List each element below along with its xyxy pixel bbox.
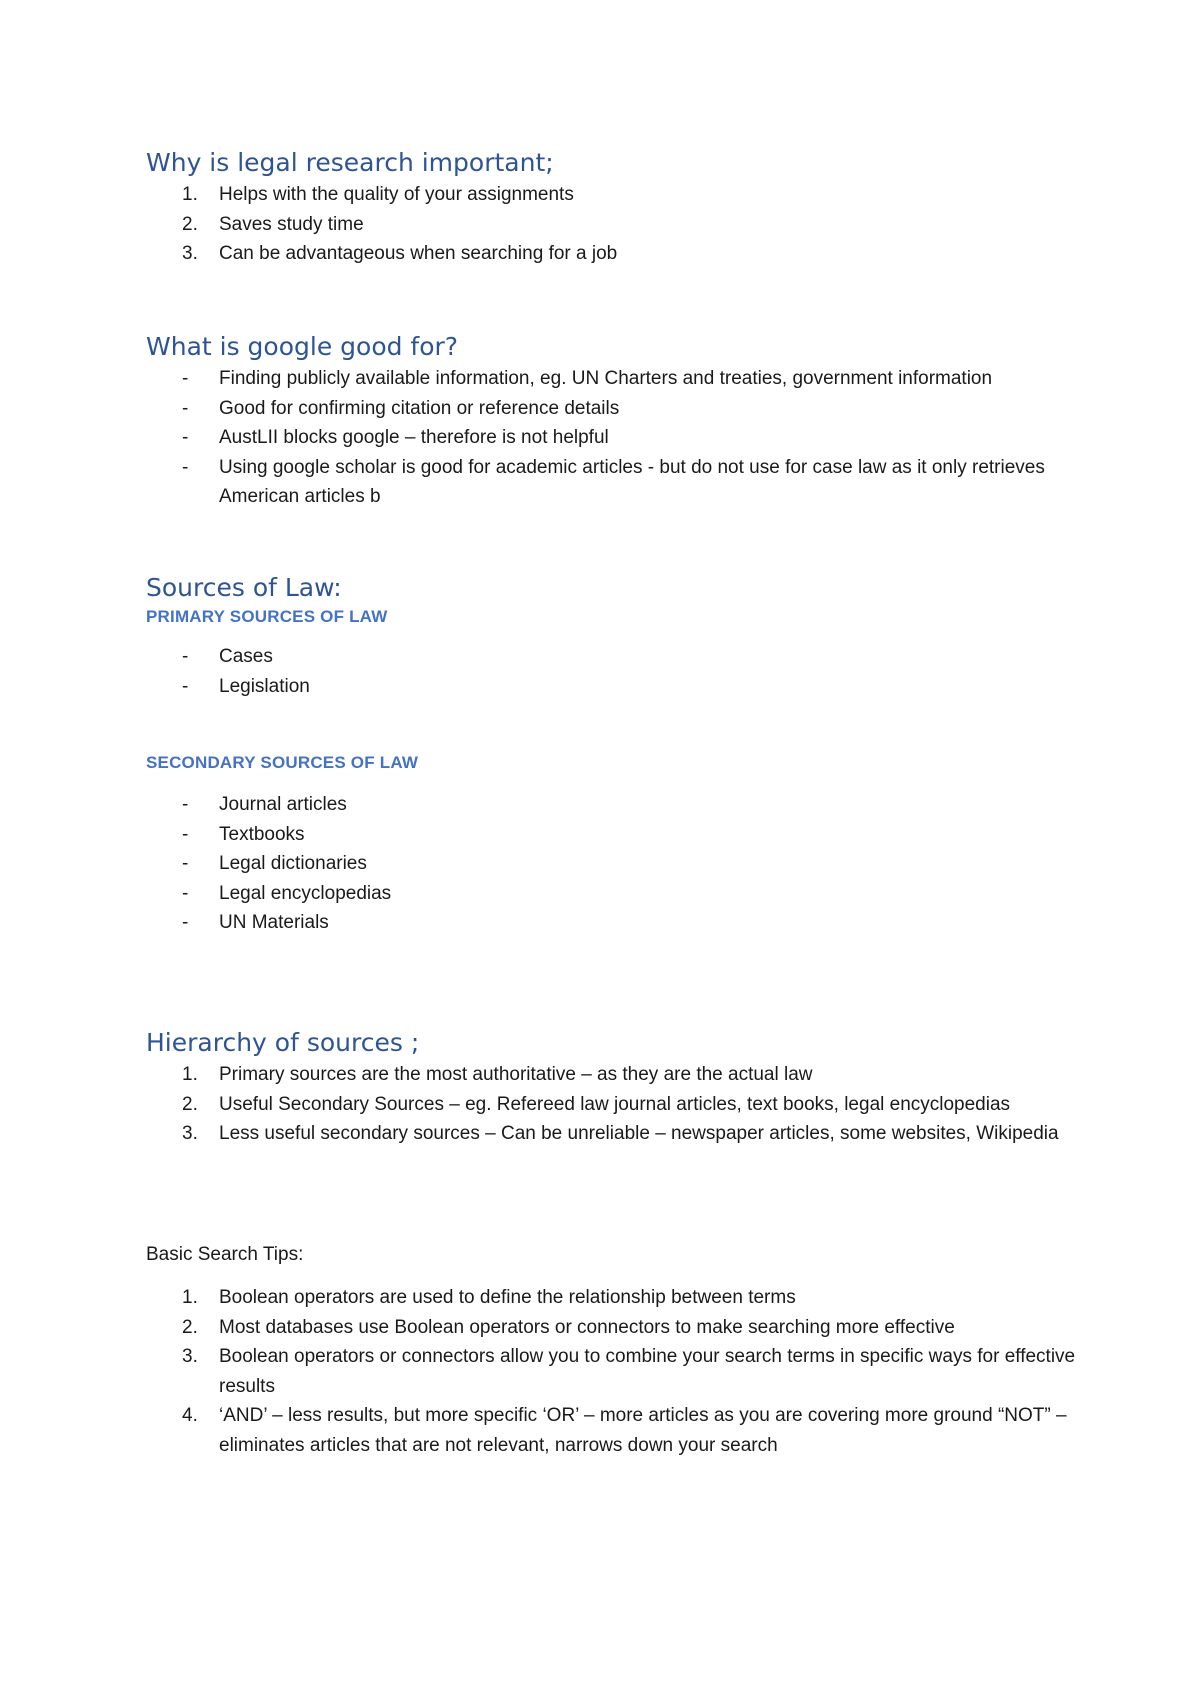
list-number: 3. — [182, 1123, 198, 1144]
list-item — [146, 790, 1086, 820]
subheading-secondary-sources: SECONDARY SOURCES OF LAW — [146, 753, 419, 772]
section-search-tips — [146, 1242, 1086, 1460]
list-item-text: Finding publicly available information, eg. UN Charters and treaties, government information — [219, 368, 993, 389]
list-google — [146, 364, 1086, 512]
list-item-text: UN Materials — [219, 912, 329, 933]
list-item-text: Cases — [219, 646, 273, 667]
list-item — [146, 239, 1086, 269]
heading-hierarchy: Hierarchy of sources ; — [146, 1028, 420, 1057]
list-item — [146, 1342, 1086, 1401]
list-item — [146, 908, 1086, 938]
subheading-primary-sources: PRIMARY SOURCES OF LAW — [146, 607, 388, 626]
list-dash: - — [182, 882, 189, 904]
list-dash: - — [182, 368, 189, 389]
heading-google: What is google good for? — [146, 332, 459, 361]
list-item — [146, 1313, 1086, 1343]
list-item-text: Legal dictionaries — [219, 853, 367, 874]
list-item — [146, 642, 1086, 672]
list-item-text: Most databases use Boolean operators or connectors to make searching more effective — [219, 1316, 955, 1338]
list-item — [146, 1119, 1086, 1149]
list-item-text: Less useful secondary sources – Can be unreliable – newspaper articles, some websites, Wikipedia — [219, 1123, 1059, 1144]
list-search-tips — [146, 1283, 1086, 1460]
list-item — [146, 820, 1086, 850]
list-number: 2. — [182, 213, 198, 235]
list-item-text: Legal encyclopedias — [219, 882, 392, 904]
list-item-text: ‘AND’ – less results, but more specific ‘OR’ – more articles as you are covering more ground “NOT” – eliminates articles that are not relevant, narrows down your search — [219, 1405, 1067, 1456]
list-number: 4. — [182, 1405, 198, 1426]
list-item — [146, 1060, 1086, 1090]
list-item-text: Boolean operators are used to define the relationship between terms — [219, 1287, 796, 1308]
list-dash: - — [182, 675, 189, 697]
list-item-text: Useful Secondary Sources – eg. Refereed law journal articles, text books, legal encyclopedias — [219, 1093, 1011, 1115]
list-dash: - — [182, 912, 189, 933]
list-item — [146, 1090, 1086, 1120]
list-item — [146, 423, 1086, 453]
list-item — [146, 879, 1086, 909]
heading-search-tips: Basic Search Tips: — [146, 1244, 304, 1265]
list-number: 1. — [182, 1287, 198, 1308]
heading-sources: Sources of Law: — [146, 573, 342, 602]
list-item — [146, 1401, 1086, 1460]
list-item-text: Journal articles — [219, 794, 347, 815]
list-hierarchy — [146, 1060, 1086, 1149]
list-item — [146, 453, 1086, 512]
list-item-text: Good for confirming citation or reference details — [219, 397, 620, 419]
list-item — [146, 394, 1086, 424]
list-dash: - — [182, 853, 189, 874]
list-primary-sources — [146, 642, 1086, 701]
list-item-text: Helps with the quality of your assignments — [219, 184, 574, 205]
list-number: 3. — [182, 1346, 198, 1367]
list-number: 1. — [182, 1064, 198, 1085]
list-item-text: Saves study time — [219, 213, 364, 235]
section-sources — [146, 571, 1086, 938]
list-item-text: Can be advantageous when searching for a job — [219, 243, 618, 264]
list-number: 1. — [182, 184, 198, 205]
list-item — [146, 849, 1086, 879]
list-item-text: Primary sources are the most authoritative – as they are the actual law — [219, 1064, 813, 1085]
list-item — [146, 1283, 1086, 1313]
section-hierarchy — [146, 1026, 1086, 1149]
section-google — [146, 330, 1086, 512]
list-item-text: Textbooks — [219, 823, 305, 845]
list-dash: - — [182, 794, 189, 815]
list-dash: - — [182, 823, 189, 845]
list-dash: - — [182, 427, 189, 448]
list-item-text: AustLII blocks google – therefore is not helpful — [219, 427, 609, 448]
list-number: 2. — [182, 1316, 198, 1338]
list-legal-research — [146, 180, 1086, 269]
list-item-text: Legislation — [219, 675, 310, 697]
list-item — [146, 180, 1086, 210]
list-secondary-sources — [146, 790, 1086, 938]
heading-legal-research: Why is legal research important; — [146, 148, 554, 177]
list-number: 2. — [182, 1093, 198, 1115]
list-dash: - — [182, 646, 189, 667]
section-legal-research — [146, 146, 1086, 269]
list-dash: - — [182, 456, 189, 478]
list-number: 3. — [182, 243, 198, 264]
list-item — [146, 210, 1086, 240]
list-item — [146, 672, 1086, 702]
list-item — [146, 364, 1086, 394]
list-item-text: Using google scholar is good for academic articles - but do not use for case law as it only retrieves American articles b — [219, 456, 1045, 507]
list-item-text: Boolean operators or connectors allow you to combine your search terms in specific ways for effective results — [219, 1346, 1076, 1397]
list-dash: - — [182, 397, 189, 419]
